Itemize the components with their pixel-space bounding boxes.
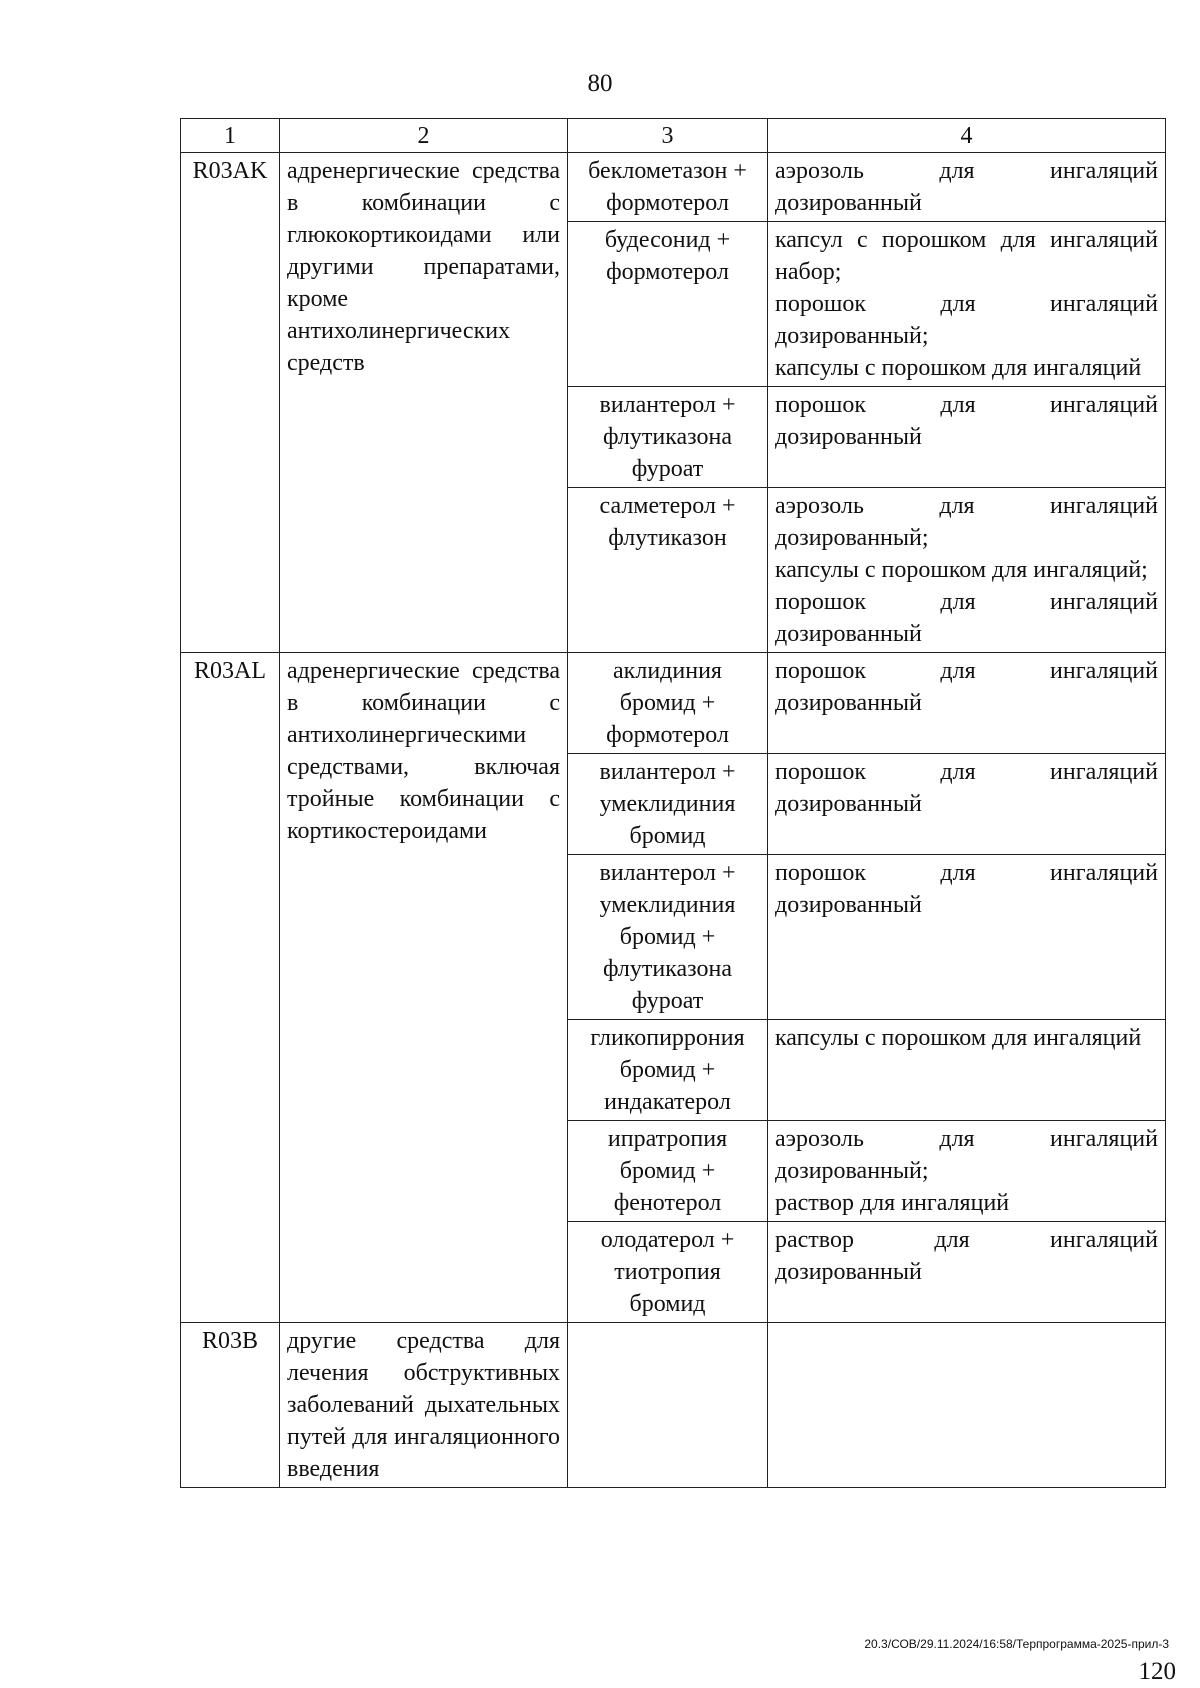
dosage-form-line: порошок для ингаляций дозированный — [775, 658, 1158, 716]
dosage-form-line: порошок для ингаляций дозированный; — [775, 291, 1158, 349]
column-header: 3 — [568, 119, 768, 153]
dosage-form-cell — [768, 1121, 1166, 1222]
table-row — [181, 153, 1166, 222]
drug-table — [180, 118, 1166, 1488]
column-header: 4 — [768, 119, 1166, 153]
table-row — [181, 1323, 1166, 1488]
dosage-form-cell — [768, 754, 1166, 855]
dosage-form-line: порошок для ингаляций дозированный — [775, 759, 1158, 817]
dosage-form-line: аэрозоль для ингаляций дозированный; — [775, 1126, 1158, 1184]
column-header: 1 — [181, 119, 280, 153]
substance-cell: гликопиррония бромид + индакатерол — [568, 1020, 768, 1121]
substance-cell: вилантерол + умеклидиния бромид — [568, 754, 768, 855]
substance-cell: вилантерол + умеклидиния бромид + флутиказона фуроат — [568, 855, 768, 1020]
dosage-form-cell — [768, 222, 1166, 387]
dosage-form-cell — [768, 1323, 1166, 1488]
atc-code-cell: R03B — [181, 1323, 280, 1488]
dosage-form-cell — [768, 387, 1166, 488]
dosage-form-cell — [768, 153, 1166, 222]
header-row — [181, 119, 1166, 153]
column-header: 2 — [280, 119, 568, 153]
substance-cell: ипратропия бромид + фенотерол — [568, 1121, 768, 1222]
dosage-form-cell — [768, 1020, 1166, 1121]
dosage-form-line: капсулы с порошком для ингаляций — [775, 1025, 1142, 1051]
group-description-cell: другие средства для лечения обструктивных заболеваний дыхательных путей для ингаляционного введения — [280, 1323, 568, 1488]
table-body — [181, 153, 1166, 1488]
substance-cell: будесонид + формотерол — [568, 222, 768, 387]
group-description-cell: адренергические средства в комбинации с глюкокортикоидами или другими препаратами, кроме антихолинергических средств — [280, 153, 568, 653]
table-row — [181, 653, 1166, 754]
dosage-form-line: капсул с порошком для ингаляций набор; — [775, 227, 1158, 285]
group-description-cell: адренергические средства в комбинации с антихолинергическими средствами, включая тройные комбинации с кортикостероидами — [280, 653, 568, 1323]
document-stamp: 20.3/СОВ/29.11.2024/16:58/Терпрограмма-2025-прил-3 — [864, 1637, 1169, 1651]
dosage-form-line: порошок для ингаляций дозированный — [775, 392, 1158, 450]
substance-cell: вилантерол + флутиказона фуроат — [568, 387, 768, 488]
dosage-form-line: порошок для ингаляций дозированный — [775, 860, 1158, 918]
dosage-form-line: раствор для ингаляций — [775, 1190, 1010, 1216]
dosage-form-cell — [768, 855, 1166, 1020]
dosage-form-cell — [768, 1222, 1166, 1323]
sheet-number: 120 — [1138, 1658, 1176, 1685]
substance-cell: олодатерол + тиотропия бромид — [568, 1222, 768, 1323]
substance-cell: аклидиния бромид + формотерол — [568, 653, 768, 754]
dosage-form-line: аэрозоль для ингаляций дозированный — [775, 158, 1158, 216]
atc-code-cell: R03AK — [181, 153, 280, 653]
dosage-form-line: раствор для ингаляций дозированный — [775, 1227, 1158, 1285]
dosage-form-cell — [768, 488, 1166, 653]
substance-cell: салметерол + флутиказон — [568, 488, 768, 653]
substance-cell — [568, 1323, 768, 1488]
dosage-form-line: капсулы с порошком для ингаляций — [775, 355, 1142, 381]
atc-code-cell: R03AL — [181, 653, 280, 1323]
page-number: 80 — [587, 70, 613, 97]
dosage-form-line: капсулы с порошком для ингаляций; — [775, 557, 1148, 583]
substance-cell: беклометазон + формотерол — [568, 153, 768, 222]
dosage-form-line: аэрозоль для ингаляций дозированный; — [775, 493, 1158, 551]
dosage-form-line: порошок для ингаляций дозированный — [775, 589, 1158, 647]
document-sheet — [180, 118, 1165, 1488]
dosage-form-cell — [768, 653, 1166, 754]
